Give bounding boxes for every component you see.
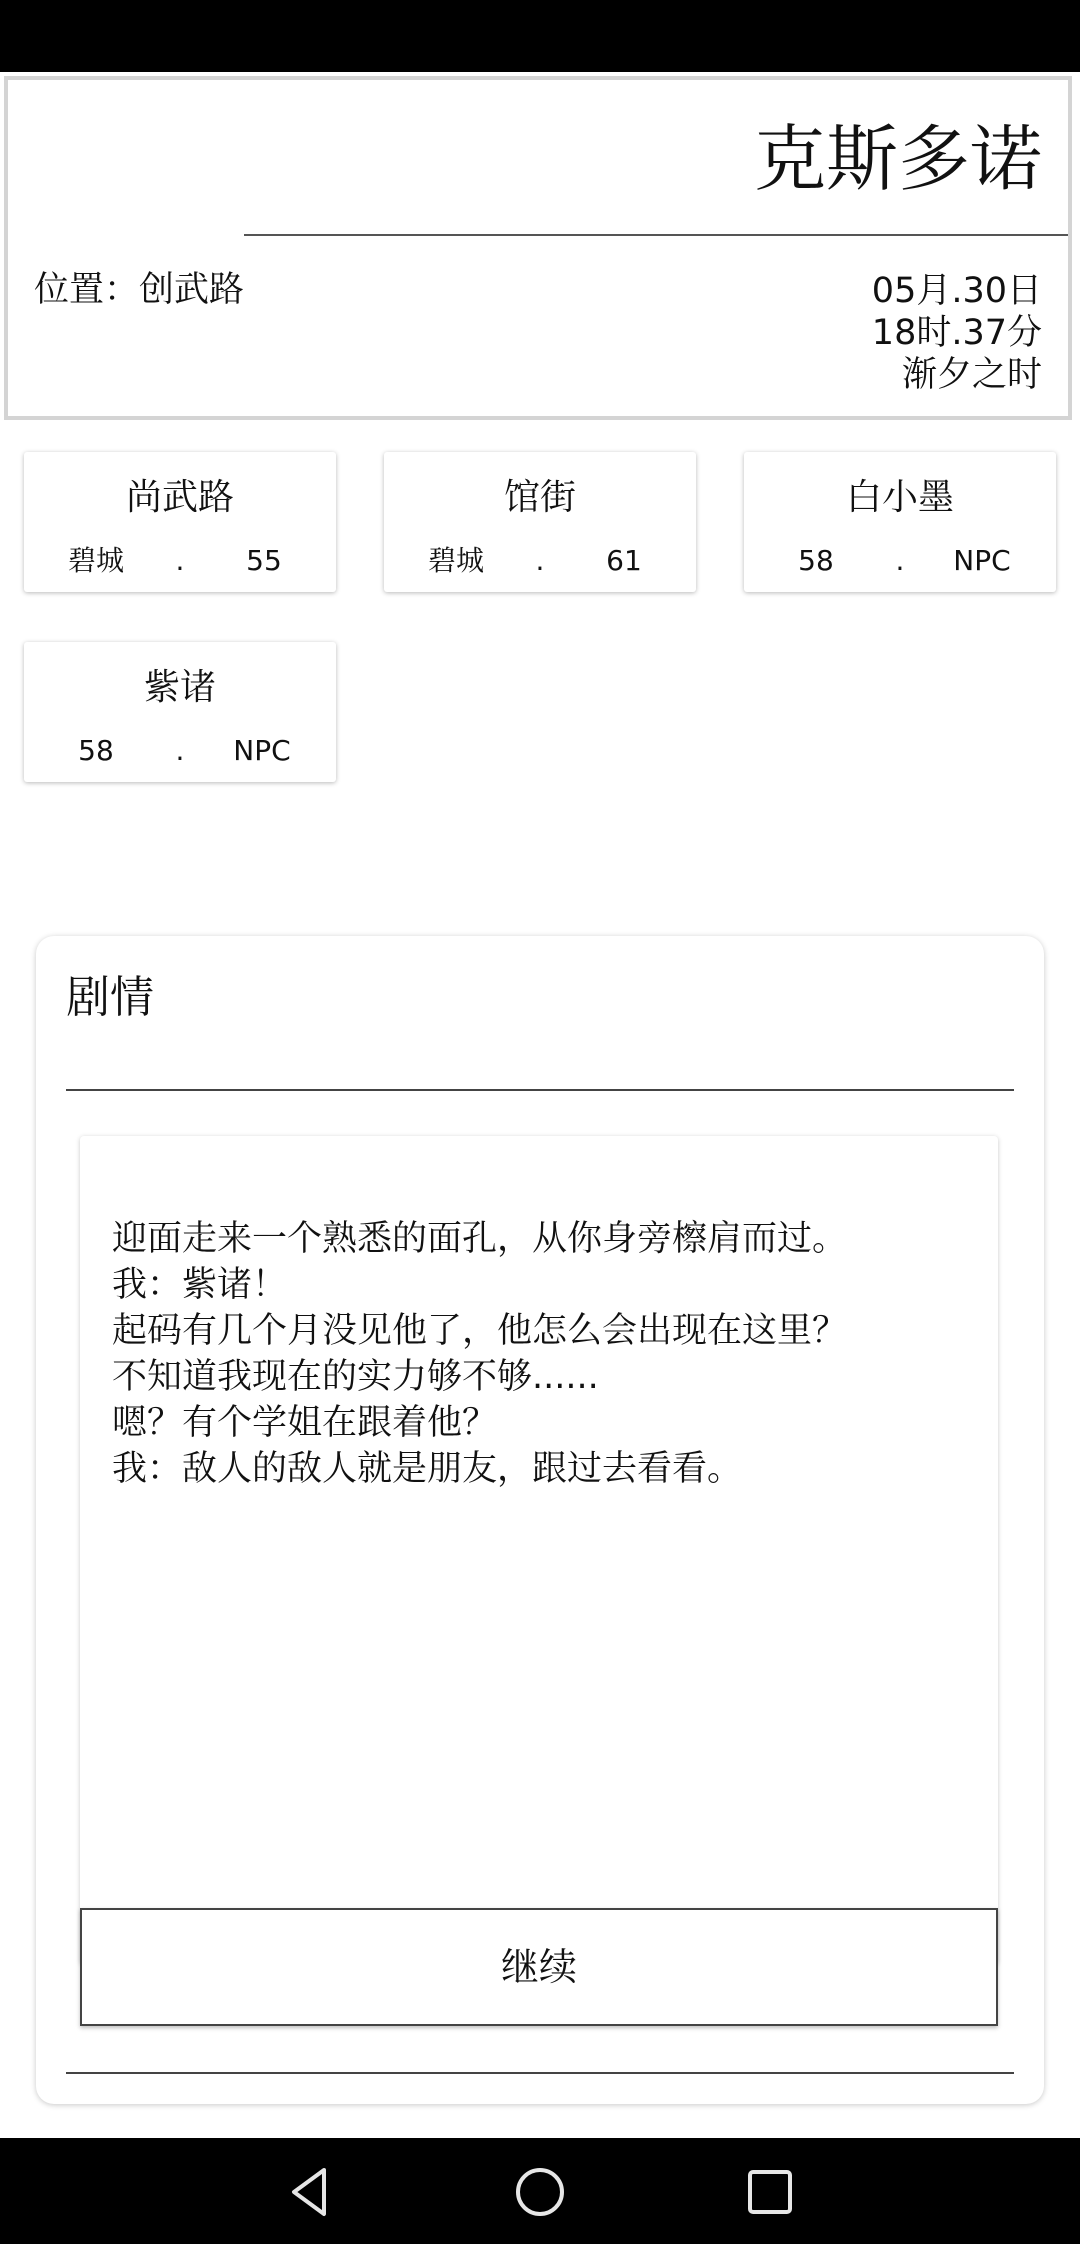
card-sub-left: 碧城	[67, 544, 125, 577]
card-sub-dot: .	[535, 544, 545, 577]
story-line: 起码有几个月没见他了，他怎么会出现在这里？	[112, 1311, 848, 1351]
card-sub-left: 碧城	[427, 544, 485, 577]
status-bar	[0, 0, 1080, 72]
card-sub-dot: .	[175, 734, 185, 767]
card-sub-right: NPC	[233, 734, 291, 767]
card-npc-bai-xiaomo[interactable]	[744, 452, 1056, 592]
card-location-guan-street[interactable]	[384, 452, 696, 592]
card-sub-left: 58	[78, 734, 114, 767]
story-title: 剧情	[66, 972, 154, 1023]
story-line: 我：敌人的敌人就是朋友，跟过去看看。	[112, 1449, 743, 1489]
home-circle-icon[interactable]	[510, 2162, 570, 2222]
back-triangle-icon[interactable]	[280, 2162, 340, 2222]
header-divider	[244, 234, 1068, 236]
header-panel	[4, 76, 1072, 420]
character-name: 克斯多诺	[753, 117, 1042, 201]
story-line: 嗯？有个学姐在跟着他？	[112, 1403, 498, 1443]
card-title: 尚武路	[125, 477, 234, 518]
story-divider	[66, 1089, 1014, 1091]
story-divider-bottom	[66, 2072, 1014, 2074]
game-date: 05月.30日	[871, 271, 1042, 311]
continue-button[interactable]: 继续	[80, 1908, 998, 2026]
card-sub-right: 61	[606, 544, 642, 577]
story-text-box	[80, 1136, 998, 1964]
story-panel	[36, 936, 1044, 2104]
game-time	[872, 270, 1042, 396]
card-location-shangwu-road[interactable]	[24, 452, 336, 592]
card-title: 馆街	[503, 477, 576, 518]
recents-square-icon[interactable]	[740, 2162, 800, 2222]
game-period: 渐夕之时	[901, 355, 1042, 395]
location-label: 位置：创武路	[34, 270, 245, 310]
navigation-bar	[0, 2138, 1080, 2244]
card-sub-dot: .	[175, 544, 185, 577]
game-clock: 18时.37分	[871, 313, 1042, 353]
story-line: 迎面走来一个熟悉的面孔，从你身旁檫肩而过。	[112, 1219, 848, 1259]
card-sub-dot: .	[895, 544, 905, 577]
story-line: 我：紫诸！	[112, 1265, 288, 1305]
card-sub-right: NPC	[953, 544, 1011, 577]
card-sub-right: 55	[246, 544, 282, 577]
card-title: 紫诸	[143, 667, 216, 708]
card-npc-zizhu[interactable]	[24, 642, 336, 782]
story-line: 不知道我现在的实力够不够......	[112, 1357, 599, 1397]
card-sub-left: 58	[798, 544, 834, 577]
card-title: 白小墨	[845, 477, 954, 518]
